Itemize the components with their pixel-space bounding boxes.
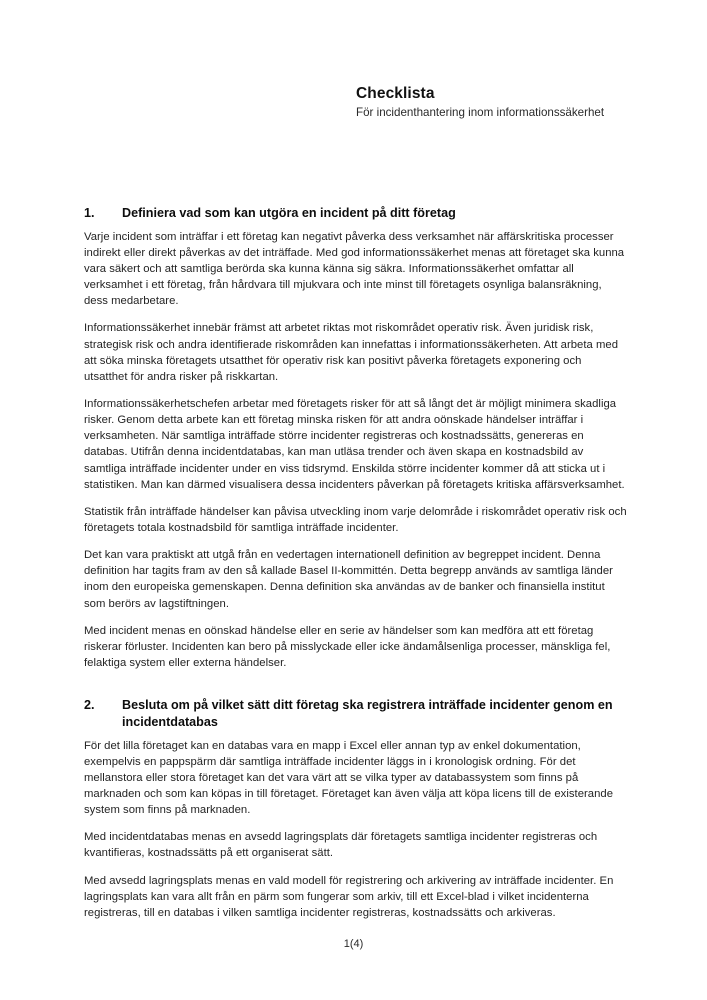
document-subtitle: För incidenthantering inom informationssäkerhet bbox=[356, 106, 605, 120]
page-number: 1(4) bbox=[343, 938, 364, 950]
document-header bbox=[356, 84, 656, 122]
paragraph: För det lilla företaget kan en databas vara en mapp i Excel eller annan typ av enkel dokumentation, exempelvis en pappspärm där samtliga inträffade incidenter läggs in i kronologisk ordning. För det mellanstora eller stora företaget kan det vara värt att se vilka typer av databassystem som finns på marknaden och som kan köpas in till företaget. Företaget kan även välja att köpa licens till de existerande system som finns på marknaden. bbox=[84, 739, 613, 817]
section-heading-1 bbox=[84, 205, 627, 222]
document-body bbox=[84, 205, 627, 921]
section-title-1: Definiera vad som kan utgöra en incident på ditt företag bbox=[122, 206, 456, 220]
paragraph: Statistik från inträffade händelser kan påvisa utveckling inom varje delområde i riskområdet operativ risk och företagets totala kostnadsbild för samtliga inträffade incidenter. bbox=[84, 505, 627, 534]
section-number-1: 1. bbox=[84, 206, 95, 220]
section-title-2: Besluta om på vilket sätt ditt företag ska registrera inträffade incidenter genom en incidentdatabas bbox=[122, 698, 613, 729]
paragraph: Informationssäkerhetschefen arbetar med företagets risker för att så långt det är möjligt minimera skadliga risker. Genom detta arbete kan ett företag minska risken för att andra oönskade händelser inträffar i verksamheten. När samtliga inträffade större incidenter registreras och kostnadssätts, genereras en databas. Utifrån denna incidentdatabas, kan man utläsa trender och även skapa en kostnadsbild av samtliga inträffade incidenter under en viss tidsrymd. Enskilda större incidenter kommer då att sticka ut i statistiken. Man kan därmed visualisera dessa incidenters påverkan på företagets kritiska affärsverksamhet. bbox=[84, 398, 625, 491]
paragraph: Det kan vara praktiskt att utgå från en vedertagen internationell definition av begreppet incident. Denna definition har tagits fram av den så kallade Basel II-kommittén. Detta begrepp används av samtliga länder inom den europeiska gemenskapen. Denna definition ska användas av de banker och finansiella institut som berörs av lagstiftningen. bbox=[84, 549, 613, 610]
section-heading-2 bbox=[84, 697, 627, 730]
document-title: Checklista bbox=[356, 85, 435, 102]
paragraph: Med incidentdatabas menas en avsedd lagringsplats där företagets samtliga incidenter registreras och kvantifieras, kostnadssätts på ett organiserat sätt. bbox=[84, 831, 598, 860]
section-number-2: 2. bbox=[84, 698, 95, 713]
paragraph: Med incident menas en oönskad händelse eller en serie av händelser som kan medföra att ett företag riskerar förluster. Incidenten kan bero på misslyckade eller icke ändamålsenliga processer, mänskliga fel, felaktiga system eller externa händelser. bbox=[84, 624, 611, 669]
paragraph: Informationssäkerhet innebär främst att arbetet riktas mot riskområdet operativ risk. Även juridisk risk, strategisk risk och andra identifierade riskområden kan innefattas i informationssäkerheten. Att arbeta med att söka minska företagets utsatthet för operativ risk kan positivt påverka företagets exponering och utsatthet för andra risker på riskkartan. bbox=[84, 322, 618, 383]
paragraph: Med avsedd lagringsplats menas en vald modell för registrering och arkivering av inträffade incidenter. En lagringsplats kan vara allt från en pärm som fungerar som arkiv, till ett Excel-blad i vilket incidenterna registreras, till en databas i vilken samtliga incidenter registreras, kostnadssätts och arkiveras. bbox=[84, 874, 614, 919]
paragraph: Varje incident som inträffar i ett företag kan negativt påverka dess verksamhet när affärskritiska processer indirekt eller direkt påverkas av det inträffade. Med god informationssäkerhet menas att företaget ska kunna vara säkert och att samtliga berörda ska kunna känna sig säkra. Informationssäkerhet omfattar all verksamhet i ett företag, från hårdvara till mjukvara och inte minst till företagets osynliga balansräkning, dess medarbetare. bbox=[84, 230, 625, 308]
